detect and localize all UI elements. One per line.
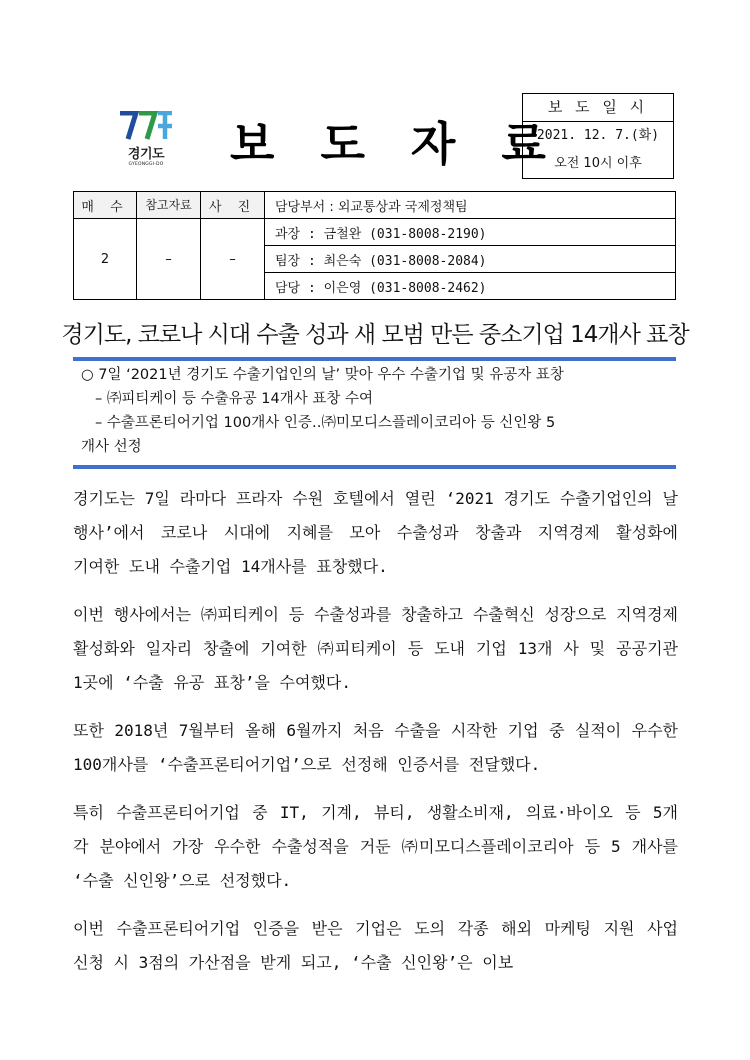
summary-bottom-rule	[73, 465, 676, 469]
logo-sub: GYEONGGI-DO	[128, 162, 164, 167]
summary-top-rule	[73, 357, 676, 361]
summary-line: ○ 7일 ‘2021년 경기도 수출기업인의 날’ 맞아 우수 수출기업 및 유공자 표창	[81, 367, 564, 383]
gyeonggi-do-logo-icon	[118, 111, 174, 141]
contact-team-lead: 팀장 : 최은숙 (031-8008-2084)	[265, 246, 676, 273]
release-box	[522, 93, 674, 179]
header-photo: 사 진	[201, 192, 265, 219]
info-table	[73, 191, 676, 300]
headline: 경기도, 코로나 시대 수출 성과 새 모범 만든 중소기업 14개사 표창	[61, 322, 689, 348]
contact-staff: 담당 : 이은영 (031-8008-2462)	[265, 273, 676, 300]
logo-name: 경기도	[127, 147, 165, 162]
paragraph: 이번 수출프론티어기업 인증을 받은 기업은 도의 각종 해외 마케팅 지원 사업 신청 시 3점의 가산점을 받게 되고, ‘수출 신인왕’은 이보	[73, 919, 678, 972]
release-time: 오전 10시 이후	[554, 156, 642, 171]
release-date: 2021. 12. 7.(화)	[536, 128, 660, 143]
paragraph: 특히 수출프론티어기업 중 IT, 기계, 뷰티, 생활소비재, 의료·바이오 등 5개 각 분야에서 가장 우수한 수출성적을 거둔 ㈜미모디스플레이코리아 등 5 개사를 ‘수출 신인왕’으로 선정했다.	[73, 803, 678, 890]
photo-cell: –	[201, 219, 265, 300]
paragraph: 이번 행사에서는 ㈜피티케이 등 수출성과를 창출하고 수출혁신 성장으로 지역경제 활성화와 일자리 창출에 기여한 ㈜피티케이 등 도내 기업 13개 사 및 공공기관 1곳에 ‘수출 유공 표창’을 수여했다.	[73, 605, 678, 692]
gyeonggi-logo	[118, 111, 174, 167]
header-count: 매 수	[74, 192, 137, 219]
dept-cell: 담당부서 : 외교통상과 국제정책팀	[265, 192, 676, 219]
paragraph: 또한 2018년 7월부터 올해 6월까지 처음 수출을 시작한 기업 중 실적이 우수한 100개사를 ‘수출프론티어기업’으로 선정해 인증서를 전달했다.	[73, 721, 678, 774]
ref-cell: –	[137, 219, 201, 300]
page-title: 보 도 자 료	[230, 117, 550, 171]
contact-manager: 과장 : 금철완 (031-8008-2190)	[265, 219, 676, 246]
paragraph: 경기도는 7일 라마다 프라자 수원 호텔에서 열린 ‘2021 경기도 수출기업인의 날 행사’에서 코로나 시대에 지혜를 모아 수출성과 창출과 지역경제 활성화에 기여한 도내 수출기업 14개사를 표창했다.	[73, 489, 678, 576]
summary-line: – ㈜피티케이 등 수출유공 14개사 표창 수여	[95, 391, 373, 407]
summary-box	[73, 363, 676, 459]
article-body	[73, 482, 678, 994]
summary-line: – 수출프론티어기업 100개사 인증‥㈜미모디스플레이코리아 등 신인왕 5	[95, 415, 556, 431]
header-ref: 참고자료	[137, 192, 201, 219]
release-label: 보 도 일 시	[523, 94, 673, 122]
count-cell: 2	[74, 219, 137, 300]
summary-line: 개사 선정	[81, 439, 142, 455]
